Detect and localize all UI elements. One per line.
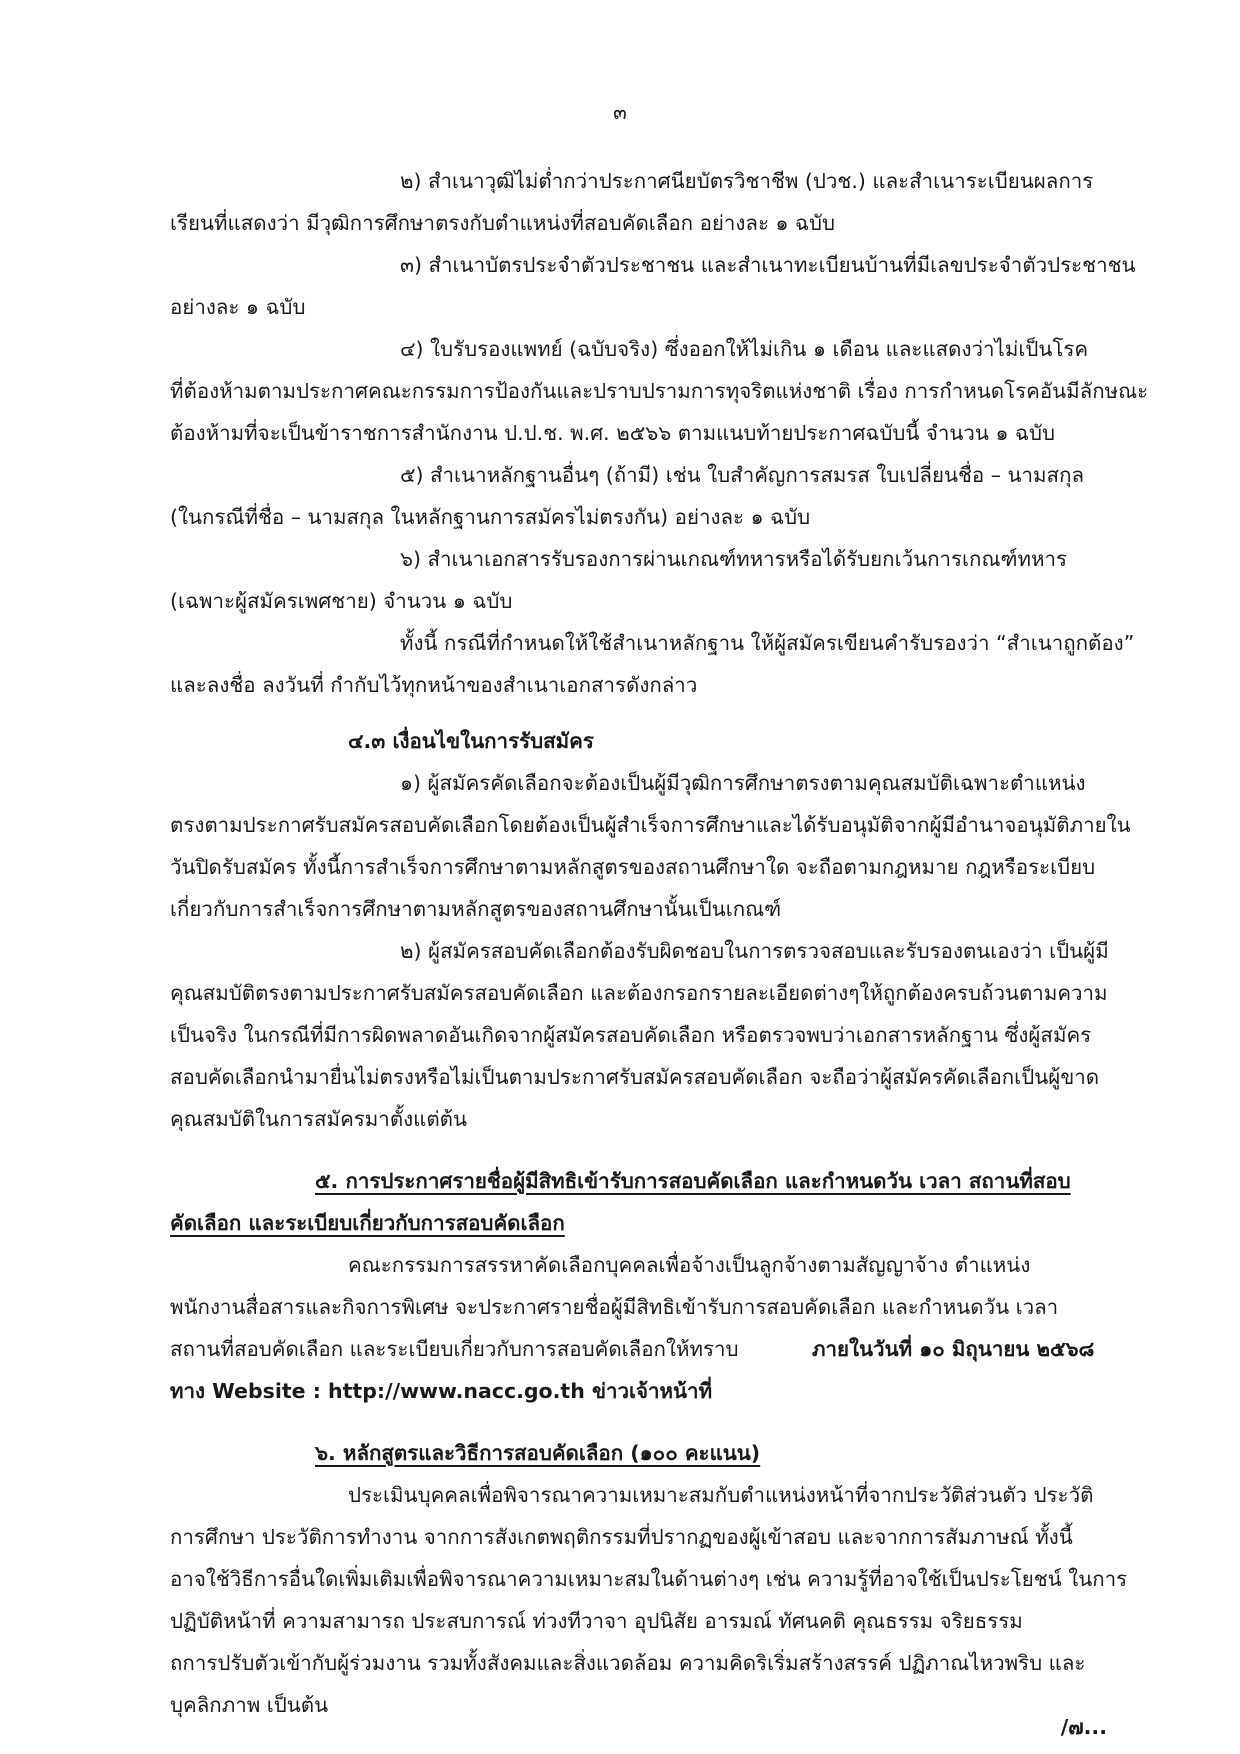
- text-line: ประเมินบุคคลเพื่อพิจารณาความเหมาะสมกับตำแหน่งหน้าที่จากประวัติส่วนตัว ประวัติ: [348, 1483, 1094, 1507]
- text-line: ๒) สำเนาวุฒิไม่ต่ำกว่าประกาศนียบัตรวิชาชีพ (ปวช.) และสำเนาระเบียนผลการ: [400, 169, 1094, 193]
- text-line: ๑) ผู้สมัครคัดเลือกจะต้องเป็นผู้มีวุฒิการศึกษาตรงตามคุณสมบัติเฉพาะตำแหน่ง: [400, 771, 1086, 795]
- text-line: และลงชื่อ ลงวันที่ กำกับไว้ทุกหน้าของสำเนาเอกสารดังกล่าว: [170, 673, 698, 697]
- text-line: ๔) ใบรับรองแพทย์ (ฉบับจริง) ซึ่งออกให้ไม่เกิน ๑ เดือน และแสดงว่าไม่เป็นโรค: [400, 337, 1089, 361]
- text-line: ทั้งนี้ กรณีที่กำหนดให้ใช้สำเนาหลักฐาน ให้ผู้สมัครเขียนคำรับรองว่า “สำเนาถูกต้อง”: [400, 631, 1135, 655]
- text-line: วันปิดรับสมัคร ทั้งนี้การสำเร็จการศึกษาตามหลักสูตรของสถานศึกษาใด จะถือตามกฎหมาย กฎหรือระเบียบ: [170, 855, 1096, 879]
- text-line: คุณสมบัติตรงตามประกาศรับสมัครสอบคัดเลือก และต้องกรอกรายละเอียดต่างๆให้ถูกต้องครบถ้วนตามความ: [170, 981, 1108, 1005]
- section-heading-5-cont: คัดเลือก และระเบียบเกี่ยวกับการสอบคัดเลือก: [170, 1211, 565, 1235]
- text-line: อาจใช้วิธีการอื่นใดเพิ่มเติมเพื่อพิจารณาความเหมาะสมในด้านต่างๆ เช่น ความรู้ที่อาจใช้เป็นประโยชน์ ในการ: [170, 1567, 1128, 1591]
- text-line: ๒) ผู้สมัครสอบคัดเลือกต้องรับผิดชอบในการตรวจสอบและรับรองตนเองว่า เป็นผู้มี: [400, 939, 1109, 963]
- text-line: คณะกรรมการสรรหาคัดเลือกบุคคลเพื่อจ้างเป็นลูกจ้างตามสัญญาจ้าง ตำแหน่ง: [348, 1253, 1031, 1277]
- text-line: (ในกรณีที่ชื่อ – นามสกุล ในหลักฐานการสมัครไม่ตรงกัน) อย่างละ ๑ ฉบับ: [170, 505, 811, 529]
- text-line: สถานที่สอบคัดเลือก และระเบียบเกี่ยวกับการสอบคัดเลือกให้ทราบ: [170, 1337, 739, 1361]
- text-line: ๕) สำเนาหลักฐานอื่นๆ (ถ้ามี) เช่น ใบสำคัญการสมรส ใบเปลี่ยนชื่อ – นามสกุล: [400, 463, 1085, 487]
- section-heading-5: ๕. การประกาศรายชื่อผู้มีสิทธิเข้ารับการสอบคัดเลือก และกำหนดวัน เวลา สถานที่สอบ: [315, 1169, 1071, 1193]
- text-line: การศึกษา ประวัติการทำงาน จากการสังเกตพฤติกรรมที่ปรากฏของผู้เข้าสอบ และจากการสัมภาษณ์ ทั้งนี้: [170, 1525, 1073, 1549]
- text-line: เรียนที่แสดงว่า มีวุฒิการศึกษาตรงกับตำแหน่งที่สอบคัดเลือก อย่างละ ๑ ฉบับ: [170, 211, 836, 235]
- text-line: ๖) สำเนาเอกสารรับรองการผ่านเกณฑ์ทหารหรือได้รับยกเว้นการเกณฑ์ทหาร: [400, 547, 1068, 571]
- text-line: ปฏิบัติหน้าที่ ความสามารถ ประสบการณ์ ท่วงทีวาจา อุปนิสัย อารมณ์ ทัศนคติ คุณธรรม จริยธรรม: [170, 1609, 1023, 1633]
- text-line: พนักงานสื่อสารและกิจการพิเศษ จะประกาศรายชื่อผู้มีสิทธิเข้ารับการสอบคัดเลือก และกำหนดวัน เวลา: [170, 1295, 1059, 1319]
- section-heading-6: ๖. หลักสูตรและวิธีการสอบคัดเลือก (๑๐๐ คะแนน): [315, 1441, 761, 1465]
- text-line: เกี่ยวกับการสำเร็จการศึกษาตามหลักสูตรของสถานศึกษานั้นเป็นเกณฑ์: [170, 897, 782, 921]
- text-line: บุคลิกภาพ เป็นต้น: [170, 1693, 329, 1717]
- text-line: (เฉพาะผู้สมัครเพศชาย) จำนวน ๑ ฉบับ: [170, 589, 513, 613]
- text-line: ๓) สำเนาบัตรประจำตัวประชาชน และสำเนาทะเบียนบ้านที่มีเลขประจำตัวประชาชน: [400, 253, 1136, 277]
- text-line: สอบคัดเลือกนำมายื่นไม่ตรงหรือไม่เป็นตามประกาศรับสมัครสอบคัดเลือก จะถือว่าผู้สมัครคัดเลือกเป็นผู้ขาด: [170, 1065, 1100, 1089]
- text-line: เป็นจริง ในกรณีที่มีการผิดพลาดอันเกิดจากผู้สมัครสอบคัดเลือก หรือตรวจพบว่าเอกสารหลักฐาน ซึ่งผู้สมัคร: [170, 1023, 1092, 1047]
- website-line: ทาง Website : http://www.nacc.go.th ข่าวเจ้าหน้าที่: [170, 1379, 713, 1403]
- text-line: ต้องห้ามที่จะเป็นข้าราชการสำนักงาน ป.ป.ช. พ.ศ. ๒๕๖๖ ตามแนบท้ายประกาศฉบับนี้ จำนวน ๑ ฉบับ: [170, 421, 1055, 445]
- continuation-marker: /๗...: [1060, 1715, 1107, 1739]
- text-line: อย่างละ ๑ ฉบับ: [170, 295, 306, 319]
- section-heading-4-3: ๔.๓ เงื่อนไขในการรับสมัคร: [348, 729, 594, 753]
- page-number: ๓: [613, 100, 627, 124]
- text-line: คุณสมบัติในการสมัครมาตั้งแต่ต้น: [170, 1107, 467, 1131]
- deadline-text: ภายในวันที่ ๑๐ มิถุนายน ๒๕๖๘: [812, 1337, 1095, 1361]
- text-line: ที่ต้องห้ามตามประกาศคณะกรรมการป้องกันและปราบปรามการทุจริตแห่งชาติ เรื่อง การกำหนดโรคอันมีลักษณะ: [170, 379, 1149, 403]
- text-line: ถการปรับตัวเข้ากับผู้ร่วมงาน รวมทั้งสังคมและสิ่งแวดล้อม ความคิดริเริ่มสร้างสรรค์ ปฏิภาณไหวพริบ และ: [170, 1651, 1086, 1675]
- text-line: ตรงตามประกาศรับสมัครสอบคัดเลือกโดยต้องเป็นผู้สำเร็จการศึกษาและได้รับอนุมัติจากผู้มีอำนาจอนุมัติภายใน: [170, 813, 1131, 837]
